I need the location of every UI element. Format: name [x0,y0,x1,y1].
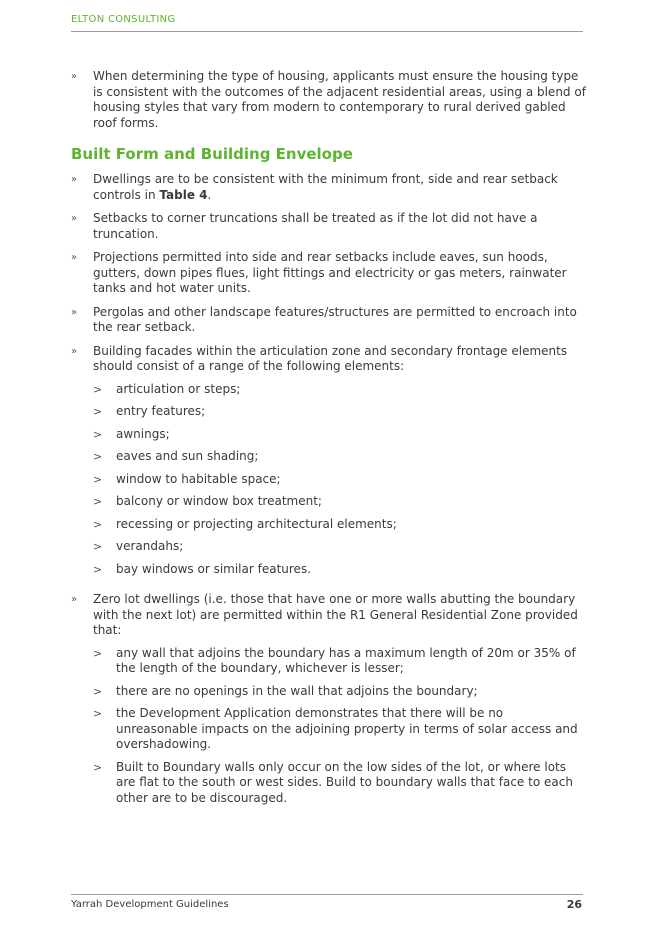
bullet-text-end: . [207,187,212,202]
sub-item-text: Built to Boundary walls only occur on the low sides of the lot, or where lots are flat to the south or west sides. Build to boundary walls that face to each other are to be discouraged. [116,759,573,805]
sub-item [93,517,586,533]
sub-item-text: there are no openings in the wall that adjoins the boundary; [116,683,478,698]
sub-item-text: eaves and sun shading; [116,449,259,463]
sub-item-text: recessing or projecting architectural elements; [116,516,397,531]
sub-item-text: balcony or window box treatment; [116,494,322,508]
bullet-text: Projections permitted into side and rear setbacks include eaves, sun hoods, gutters, down pipes flues, light fittings and electricity or gas meters, rainwater tanks and hot water units. [93,250,567,295]
bullet-item [71,305,586,336]
bullet-item [71,211,586,242]
sub-item [93,539,586,555]
sub-marker: > [93,684,103,698]
bullet-item [71,592,586,813]
bullet-text: Building facades within the articulation zone and secondary frontage elements should consist of a range of the following elements: [93,343,568,373]
bullet-text-part: Dwellings are to be consistent with the minimum front, side and rear setback controls in [93,172,558,202]
header-divider [71,31,583,32]
sub-marker: > [93,405,103,418]
sub-item [93,449,586,465]
sub-marker: > [93,495,103,508]
bullet-marker: » [71,213,78,224]
bullet-text: Zero lot dwellings (i.e. those that have one or more walls abutting the boundary with the next lot) are permitted within the R1 General Residential Zone provided that: [93,592,578,637]
bullet-text-with-sublist [93,592,586,813]
sub-marker: > [93,707,103,720]
sub-marker: > [93,646,103,660]
bullet-marker: » [71,252,78,263]
page-number: 26 [566,898,582,911]
sub-item-text: awnings; [116,426,170,441]
page-content [71,69,586,821]
sub-item-text: entry features; [116,404,206,418]
sub-item-text: verandahs; [116,539,184,553]
running-header: ELTON CONSULTING [71,14,176,25]
bullet-text: Setbacks to corner truncations shall be treated as if the lot did not have a truncation. [93,211,538,241]
bullet-text [93,172,586,203]
sub-marker: > [93,517,103,531]
sub-marker: > [93,760,103,774]
bullet-item [71,344,586,585]
bullet-text-with-sublist [93,344,586,585]
sub-item [93,562,586,578]
bullet-item [71,172,586,203]
sub-item [93,404,586,420]
sub-marker: > [93,540,103,553]
sub-item [93,706,586,753]
sub-list [71,382,586,578]
sub-marker: > [93,450,103,463]
bullet-item [71,250,586,297]
bullet-item [71,69,586,131]
bullet-text: Pergolas and other landscape features/structures are permitted to encroach into the rear setback. [93,304,577,334]
sub-marker: > [93,472,103,486]
bullet-marker: » [71,71,78,82]
sub-item-text: bay windows or similar features. [116,561,312,576]
sub-item [93,684,586,700]
sub-item-text: any wall that adjoins the boundary has a maximum length of 20m or 35% of the length of the boundary, whichever is lesser; [116,645,576,675]
table-reference: Table 4 [159,187,208,202]
sub-item [93,646,586,677]
sub-item [93,427,586,443]
bullet-text: When determining the type of housing, applicants must ensure the housing type is consistent with the outcomes of the adjacent residential areas, using a blend of housing styles that vary from modern to contemporary to rural derived gabled roof forms. [93,69,586,130]
bullet-marker: » [71,174,78,185]
sub-marker: > [93,427,103,441]
bullet-marker: » [71,306,78,318]
sub-marker: > [93,382,103,396]
sub-item [93,760,586,807]
sub-item [93,494,586,510]
section-heading: Built Form and Building Envelope [71,145,353,163]
sub-item [93,472,586,488]
sub-list [71,646,586,807]
sub-item-text: articulation or steps; [116,381,241,396]
sub-marker: > [93,562,103,576]
bullet-marker: » [71,594,78,605]
footer-divider [71,894,583,895]
document-title: Yarrah Development Guidelines [71,899,229,910]
sub-item-text: window to habitable space; [116,471,281,486]
sub-item-text: the Development Application demonstrates that there will be no unreasonable impacts on the adjoining property in terms of solar access and overshadowing. [116,706,578,751]
sub-item [93,382,586,398]
bullet-marker: » [71,345,78,357]
